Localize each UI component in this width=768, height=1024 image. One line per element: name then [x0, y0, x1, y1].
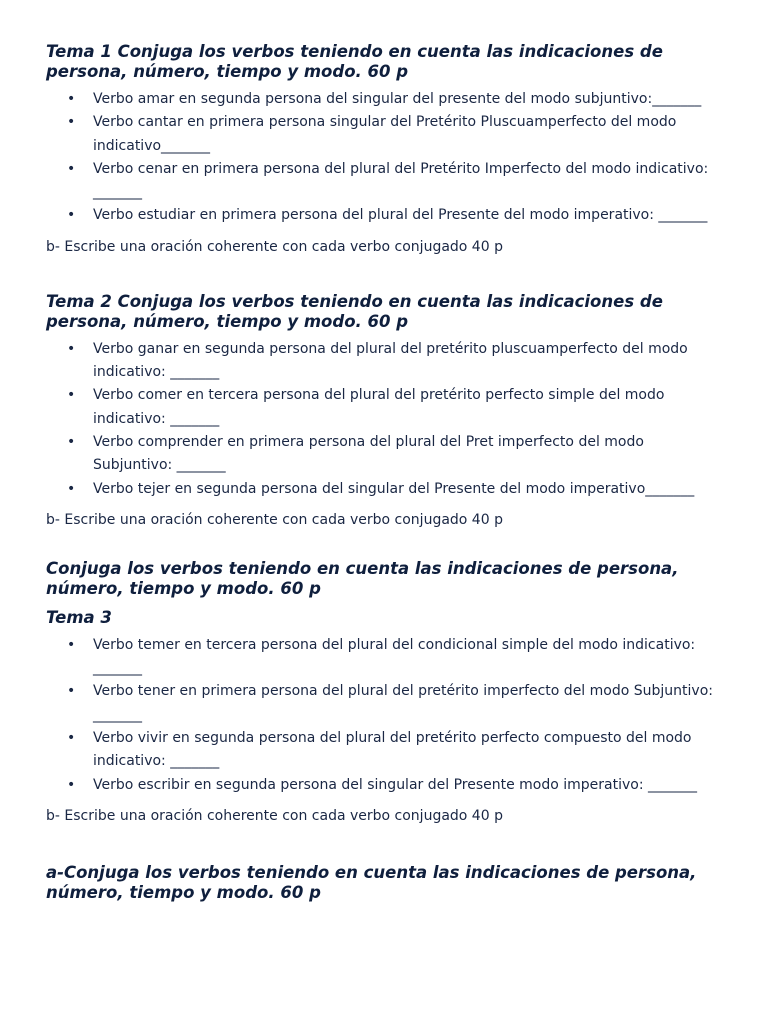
- spacer: [46, 826, 726, 863]
- list-item-text: Verbo estudiar en primera persona del plural del Presente del modo imperativo: _______: [93, 207, 708, 224]
- list-item: [46, 478, 726, 501]
- bullet-icon: •: [67, 340, 76, 357]
- list-item: [46, 111, 726, 158]
- section-note: b- Escribe una oración coherente con cada verbo conjugado 40 p: [46, 238, 503, 255]
- bullet-icon: •: [67, 160, 76, 177]
- bullet-icon: •: [67, 776, 76, 793]
- bullet-icon: •: [67, 480, 76, 497]
- section-note: b- Escribe una oración coherente con cada verbo conjugado 40 p: [46, 511, 503, 528]
- list-item: [46, 774, 726, 797]
- list-item-text: Verbo vivir en segunda persona del plural del pretérito perfecto compuesto del modo indicativo: _______: [93, 730, 692, 770]
- section-heading: Tema 2 Conjuga los verbos teniendo en cuenta las indicaciones de persona, número, tiempo y modo. 60 p: [46, 291, 663, 331]
- list-item-text: Verbo comprender en primera persona del plural del Pret imperfecto del modo Subjuntivo: _______: [93, 433, 644, 474]
- list-item: [46, 431, 726, 478]
- list-item-text: Verbo ganar en segunda persona del plural del pretérito pluscuamperfecto del modo indicativo: _______: [93, 340, 688, 381]
- bullet-icon: •: [67, 387, 76, 404]
- list-item-text: Verbo cenar en primera persona del plural del Pretérito Imperfecto del modo indicativo: _______: [93, 160, 709, 201]
- list-item: [46, 384, 726, 431]
- list-item-text: Verbo comer en tercera persona del plural del pretérito perfecto simple del modo indicativo: _______: [93, 387, 665, 427]
- list-item: [46, 158, 726, 205]
- list-item: [46, 338, 726, 385]
- bullet-icon: •: [67, 433, 76, 450]
- bullet-icon: •: [67, 683, 76, 700]
- section-heading: Conjuga los verbos teniendo en cuenta las indicaciones de persona, número, tiempo y modo. 60 p: [46, 558, 679, 598]
- bullet-icon: •: [67, 207, 76, 224]
- section-tema-2: [46, 292, 726, 530]
- section-heading: a-Conjuga los verbos teniendo en cuenta las indicaciones de persona, número, tiempo y modo. 60 p: [46, 862, 697, 902]
- spacer: [46, 257, 726, 292]
- section-a: [46, 863, 726, 903]
- list-item-text: Verbo escribir en segunda persona del singular del Presente modo imperativo: _______: [93, 776, 698, 793]
- section-note: b- Escribe una oración coherente con cada verbo conjugado 40 p: [46, 807, 503, 824]
- bullet-icon: •: [67, 636, 76, 653]
- document-page: [46, 42, 726, 903]
- list-item-text: Verbo cantar en primera persona singular del Pretérito Pluscuamperfecto del modo indicativo_______: [93, 114, 677, 154]
- list-item: [46, 680, 726, 727]
- section-heading: Tema 1 Conjuga los verbos teniendo en cuenta las indicaciones de persona, número, tiempo y modo. 60 p: [46, 42, 663, 81]
- list-item: [46, 204, 726, 227]
- spacer: [46, 530, 726, 559]
- list-item: [46, 88, 726, 111]
- bullet-icon: •: [67, 91, 76, 107]
- bullet-icon: •: [67, 114, 76, 131]
- list-item-text: Verbo tejer en segunda persona del singular del Presente del modo imperativo_______: [93, 480, 695, 497]
- list-item-text: Verbo amar en segunda persona del singular del presente del modo subjuntivo:_______: [93, 91, 702, 107]
- exercise-list: [46, 338, 726, 501]
- exercise-list: [46, 88, 726, 228]
- list-item: [46, 727, 726, 774]
- section-subheading: Tema 3: [46, 607, 112, 627]
- list-item-text: Verbo temer en tercera persona del plural del condicional simple del modo indicativo: _______: [93, 636, 696, 677]
- bullet-icon: •: [67, 730, 76, 747]
- section-tema-3: [46, 559, 726, 826]
- list-item: [46, 634, 726, 681]
- section-tema-1: [46, 42, 726, 257]
- list-item-text: Verbo tener en primera persona del plural del pretérito imperfecto del modo Subjuntivo: _______: [93, 683, 713, 723]
- exercise-list: [46, 634, 726, 797]
